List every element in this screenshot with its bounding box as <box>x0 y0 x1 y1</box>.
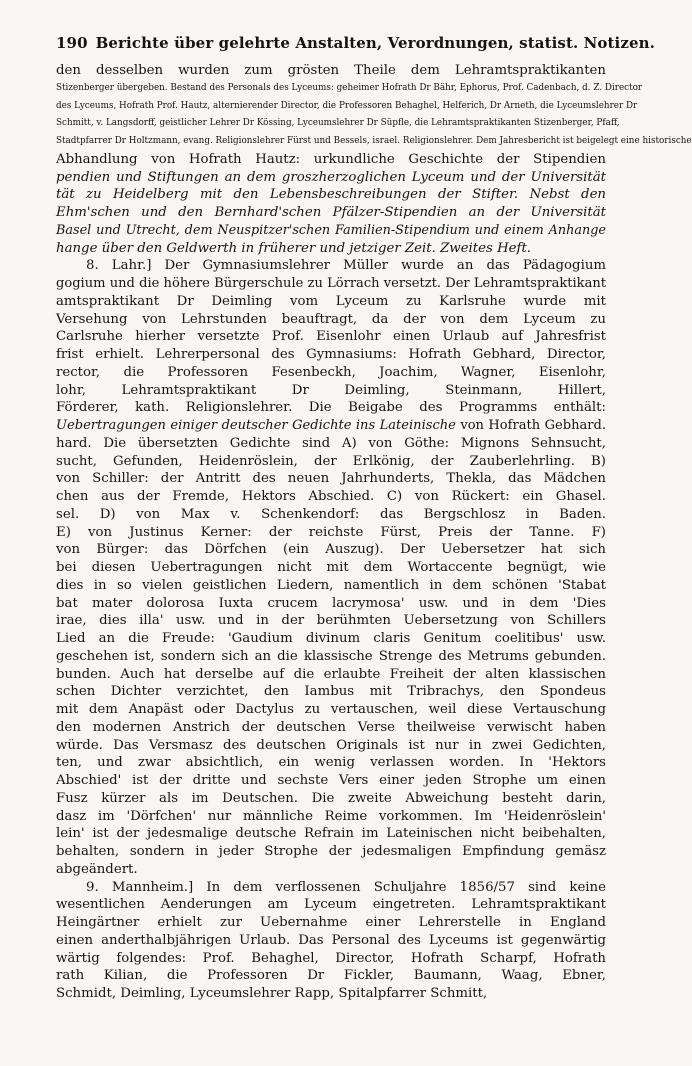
text-line: frist erhielt. Lehrerpersonal des Gymnasiums: Hofrath Gebhard, Director, <box>56 347 606 362</box>
text-line: abgeändert. <box>56 861 138 877</box>
text-line: lohr, Lehramtspraktikant Dr Deimling, Steinmann, Hillert, <box>56 382 606 398</box>
text-line: Schmidt, Deimling, Lyceumslehrer Rapp, Spitalpfarrer Schmitt, <box>56 986 488 1001</box>
text-line: bat mater dolorosa Iuxta crucem lacrymosa' usw. und in dem 'Dies <box>56 595 606 611</box>
text-line: schen Dichter verzichtet, den Iambus mit Tribrachys, den Spondeus <box>56 684 606 700</box>
text-line: sel. D) von Max v. Schenkendorf: das Bergschlosz in Baden. <box>56 506 606 522</box>
text-line: Förderer, kath. Religionslehrer. Die Beigabe des Programms enthält: <box>56 400 606 416</box>
text-line: geschehen ist, sondern sich an die klassische Strenge des Metrums gebunden. <box>56 648 606 664</box>
text-line: Uebertragungen einiger deutscher Gedichte ins Lateinische von Hofrath Gebhard. <box>56 418 606 433</box>
text-line: lein' ist der jedesmalige deutsche Refrain im Lateinischen nicht beibehalten, <box>56 826 606 842</box>
text-line: bei diesen Uebertragungen nicht mit dem Wortaccente begnügt, wie <box>56 560 606 575</box>
text-line: dies in so vielen geistlichen Liedern, namentlich in dem schönen 'Stabat <box>56 577 606 593</box>
text-line: amtspraktikant Dr Deimling vom Lyceum zu Karlsruhe wurde mit <box>56 293 606 309</box>
text-line: Schmitt, v. Langsdorff, geistlicher Lehrer Dr Kössing, Lyceumslehrer Dr Süpfle, die Lehramtspraktikanten Stizenberger, Pfaff, <box>56 118 620 129</box>
text-line: Stizenberger übergeben. Bestand des Personals des Lyceums: geheimer Hofrath Dr Bähr, Ephorus, Prof. Cadenbach, d. Z. Director <box>56 82 643 93</box>
text-line: Abhandlung von Hofrath Hautz: urkundliche Geschichte der Stipendien <box>56 151 606 167</box>
text-line: Basel und Utrecht, dem Neuspitzer'schen Familien-Stipendium und einem Anhange <box>56 222 606 238</box>
text-line: hange über den Geldwerth in früherer und jetziger Zeit. Zweites Heft. <box>56 240 532 256</box>
text-line: rector, die Professoren Fesenbeckh, Joachim, Wagner, Eisenlohr, <box>56 364 606 380</box>
text-line: hard. Die übersetzten Gedichte sind A) von Göthe: Mignons Sehnsucht, <box>56 435 606 451</box>
text-line: dasz im 'Dörfchen' nur männliche Reime vorkommen. Im 'Heidenröslein' <box>56 808 606 824</box>
text-line: von Schiller: der Antritt des neuen Jahrhunderts, Thekla, das Mädchen <box>56 471 606 487</box>
body-text <box>56 62 692 1003</box>
text-line: gogium und die höhere Bürgerschule zu Lörrach versetzt. Der Lehramtspraktikant <box>56 276 606 291</box>
text-line: irae, dies illa' usw. und in der berühmten Uebersetzung von Schillers <box>56 613 606 629</box>
text-line: Ehm'schen und den Bernhard'schen Pfälzer-Stipendien an der Universität <box>56 205 606 220</box>
text-line: den desselben wurden zum grösten Theile dem Lehramtspraktikanten <box>56 63 606 78</box>
text-line: des Lyceums, Hofrath Prof. Hautz, alternierender Director, die Professoren Behaghel, Helferich, Dr Arneth, die Lyceumslehrer Dr <box>56 100 638 111</box>
text-line: Lied an die Freude: 'Gaudium divinum claris Genitum coelitibus' usw. <box>56 631 606 646</box>
text-line: E) von Justinus Kerner: der reichste Fürst, Preis der Tanne. F) <box>56 524 606 540</box>
text-line: Stadtpfarrer Dr Holtzmann, evang. Religionslehrer Fürst und Bessels, israel. Religionslehrer. Dem Jahresbericht ist beigelegt eine historische <box>56 136 692 146</box>
text-line: tät zu Heidelberg mit den Lebensbeschreibungen der Stifter. Nebst den <box>56 187 606 203</box>
text-line: behalten, sondern in jeder Strophe der jedesmaligen Empfindung gemäsz <box>56 844 606 859</box>
text-line: rath Kilian, die Professoren Dr Fickler, Baumann, Waag, Ebner, <box>56 968 606 984</box>
text-line: einen anderthalbjährigen Urlaub. Das Personal des Lyceums ist gegenwärtig <box>56 932 606 948</box>
text-line: den modernen Anstrich der deutschen Verse theilweise verwischt haben <box>56 719 606 735</box>
text-line: chen aus der Fremde, Hektors Abschied. C) von Rückert: ein Ghasel. <box>56 489 606 504</box>
running-title: Berichte über gelehrte Anstalten, Verordnungen, statist. Notizen. <box>95 34 655 52</box>
text-line: mit dem Anapäst oder Dactylus zu vertauschen, weil diese Vertauschung <box>56 702 606 717</box>
text-line: sucht, Gefunden, Heidenröslein, der Erlkönig, der Zauberlehrling. B) <box>56 453 606 469</box>
text-line: 8. Lahr.] Der Gymnasiumslehrer Müller wurde an das Pädagogium <box>86 258 606 274</box>
text-line: pendien und Stiftungen an dem groszherzoglichen Lyceum und der Universität <box>56 169 606 185</box>
text-line: wärtig folgendes: Prof. Behaghel, Director, Hofrath Scharpf, Hofrath <box>56 950 606 966</box>
text-line: Fusz kürzer als im Deutschen. Die zweite Abweichung besteht darin, <box>56 790 606 806</box>
running-header <box>56 34 655 52</box>
text-line: Abschied' ist der dritte und sechste Vers einer jeden Strophe um einen <box>56 773 606 788</box>
text-line: Heingärtner erhielt zur Uebernahme einer Lehrerstelle in England <box>56 915 606 930</box>
page-number: 190 <box>56 34 88 52</box>
text-line: bunden. Auch hat derselbe auf die erlaubte Freiheit der alten klassischen <box>56 666 606 682</box>
text-line: ten, und zwar absichtlich, ein wenig verlassen worden. In 'Hektors <box>56 755 606 771</box>
text-line: Carlsruhe hierher versetzte Prof. Eisenlohr einen Urlaub auf Jahresfrist <box>56 329 606 345</box>
text-line: 9. Mannheim.] In dem verflossenen Schuljahre 1856/57 sind keine <box>86 879 606 895</box>
text-line: Versehung von Lehrstunden beauftragt, da der von dem Lyceum zu <box>56 311 606 327</box>
text-line: wesentlichen Aenderungen am Lyceum eingetreten. Lehramtspraktikant <box>56 897 606 913</box>
text-line: würde. Das Versmasz des deutschen Originals ist nur in zwei Gedichten, <box>56 737 606 753</box>
text-line: von Bürger: das Dörfchen (ein Auszug). Der Uebersetzer hat sich <box>56 542 606 558</box>
